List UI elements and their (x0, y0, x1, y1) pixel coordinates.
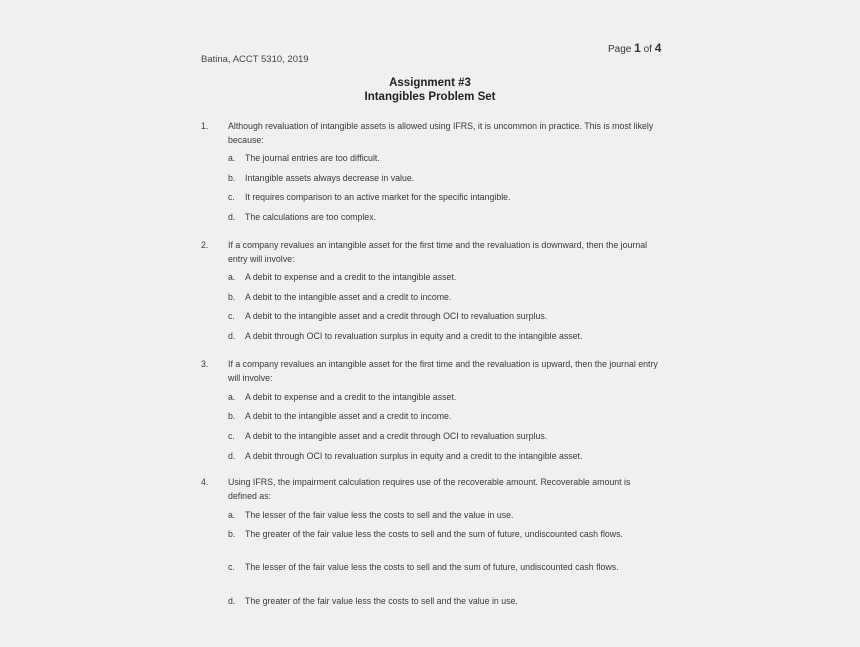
option-text: A debit through OCI to revaluation surplus in equity and a credit to the intangible asset. (245, 451, 583, 461)
option-text: The calculations are too complex. (245, 212, 377, 222)
question-2-option-a (228, 271, 648, 285)
question-3-option-a (228, 391, 648, 405)
question-number: 2. (201, 240, 209, 250)
option-text: A debit to expense and a credit to the intangible asset. (245, 392, 457, 402)
question-4-option-a (228, 509, 648, 523)
page-total: 4 (654, 41, 662, 55)
option-text: The lesser of the fair value less the costs to sell and the value in use. (245, 510, 514, 520)
option-letter: a. (228, 510, 236, 520)
question-3 (201, 357, 661, 385)
question-4-option-c (228, 561, 648, 575)
question-3-option-c (228, 430, 648, 444)
option-text: Intangible assets always decrease in value. (245, 173, 415, 183)
option-text: A debit to expense and a credit to the intangible asset. (245, 272, 457, 282)
question-4 (201, 475, 661, 503)
option-text: A debit to the intangible asset and a credit through OCI to revaluation surplus. (245, 431, 548, 441)
option-letter: b. (228, 529, 236, 539)
option-letter: a. (228, 392, 236, 402)
option-letter: b. (228, 292, 236, 302)
option-text: The journal entries are too difficult. (245, 153, 380, 163)
question-1-option-c (228, 191, 648, 205)
page-of: of (643, 44, 652, 55)
question-text: Using IFRS, the impairment calculation requires use of the recoverable amount. Recoverable amount is defined as: (228, 477, 631, 501)
option-text: A debit to the intangible asset and a credit through OCI to revaluation surplus. (245, 311, 548, 321)
question-1-option-b (228, 172, 648, 186)
option-letter: b. (228, 173, 236, 183)
option-text: The greater of the fair value less the costs to sell and the value in use. (245, 596, 518, 606)
option-letter: d. (228, 331, 236, 341)
page-title: Assignment #3 (389, 77, 471, 89)
option-letter: b. (228, 411, 236, 421)
question-2-option-b (228, 291, 648, 305)
question-number: 3. (201, 359, 209, 369)
question-4-option-b (228, 528, 648, 542)
option-letter: d. (228, 212, 236, 222)
option-text: A debit to the intangible asset and a credit to income. (245, 411, 452, 421)
question-1-option-a (228, 152, 648, 166)
question-3-option-b (228, 410, 648, 424)
question-number: 1. (201, 121, 209, 131)
question-text: If a company revalues an intangible asset for the first time and the revaluation is upward, then the journal entry will involve: (228, 359, 658, 383)
question-2-option-d (228, 330, 648, 344)
question-number: 4. (201, 477, 209, 487)
option-text: The lesser of the fair value less the costs to sell and the sum of future, undiscounted cash flows. (245, 562, 619, 572)
question-2 (201, 238, 661, 266)
question-text: Although revaluation of intangible assets is allowed using IFRS, it is uncommon in practice. This is most likely because: (228, 121, 654, 145)
question-1-option-d (228, 211, 648, 225)
question-3-option-d (228, 450, 648, 464)
page-prefix: Page (608, 44, 632, 55)
option-letter: d. (228, 596, 236, 606)
page-current: 1 (634, 41, 641, 55)
question-4-option-d (228, 595, 648, 609)
option-letter: c. (228, 562, 235, 572)
option-text: The greater of the fair value less the costs to sell and the sum of future, undiscounted cash flows. (245, 529, 623, 539)
page-subtitle: Intangibles Problem Set (364, 91, 496, 103)
page-number (608, 41, 661, 55)
option-text: A debit to the intangible asset and a credit to income. (245, 292, 452, 302)
document-header: Batina, ACCT 5310, 2019 (201, 54, 309, 65)
option-letter: a. (228, 153, 236, 163)
option-letter: d. (228, 451, 236, 461)
question-2-option-c (228, 310, 648, 324)
option-letter: c. (228, 311, 235, 321)
option-letter: c. (228, 431, 235, 441)
question-text: If a company revalues an intangible asset for the first time and the revaluation is downward, then the journal entry will involve: (228, 240, 648, 264)
question-1 (201, 119, 661, 147)
option-letter: a. (228, 272, 236, 282)
option-text: A debit through OCI to revaluation surplus in equity and a credit to the intangible asset. (245, 331, 583, 341)
option-letter: c. (228, 192, 235, 202)
option-text: It requires comparison to an active market for the specific intangible. (245, 192, 511, 202)
